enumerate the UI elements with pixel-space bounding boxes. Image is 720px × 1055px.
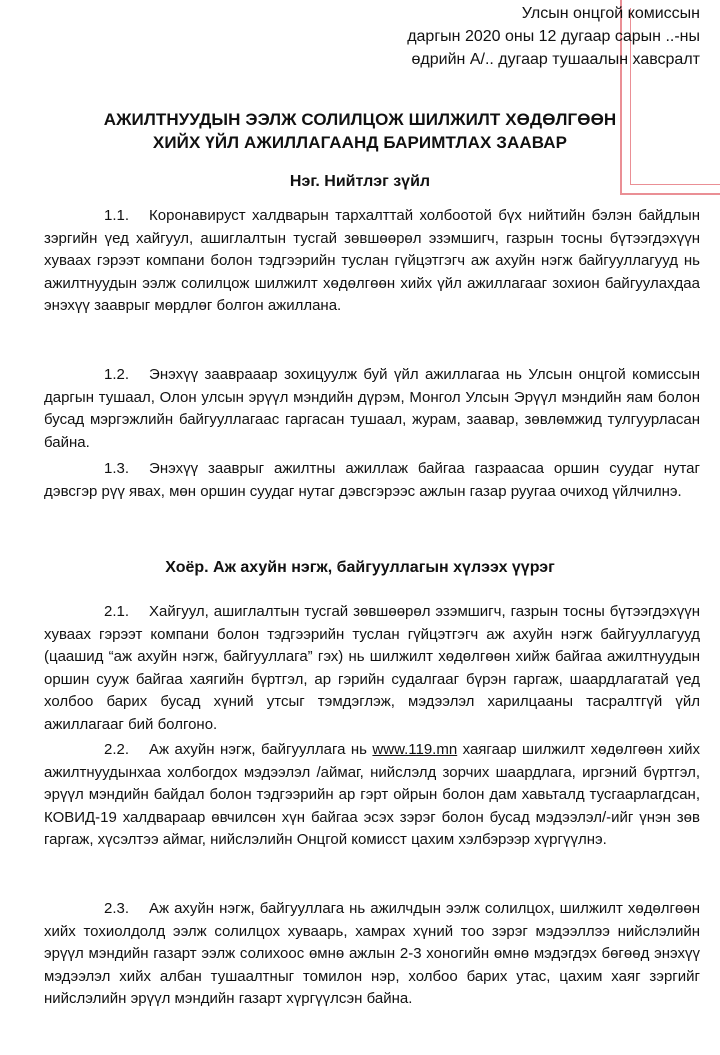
approval-note [280, 2, 700, 71]
paragraph-text: Аж ахуйн нэгж, байгууллага нь ажилчдын ээлж солилцох, шилжилт хөдөлгөөн хийх тохиолдолд ээлж солилцох хуваарь, хамрах хүний тоо зэрэг мэдээллээ нийслэлийн эрүүл мэндийн газарт ээлж солихоос өмнө ажлын 2-3 хоногийн өмнө мэдэгдэх бөгөөд энэхүү мэдээлэл хийх албан тушаалтныг томилон нэр, холбоо барих утас, цахим хаяг зэргийг нийслэлийн эрүүл мэндийн газарт хүргүүлсэн байна. [44, 900, 700, 1007]
paragraph-text-end: хаягаар шилжилт хөдөлгөөн хийх ажилтнуудынхаа холбогдох мэдээлэл /аймаг, нийслэлд зорчих шаардлага, иргэний бүртгэл, эрүүл мэндийн байдал болон тэдгээрийн ар гэрт ойрын болон дам хавьталд тусгаарлагдсан, КОВИД-19 халдвараар өвчилсөн хүн байгаа эсэх зэрэг болон бусад мэдээлэл/-ийг үнэн зөв гаргаж, хүсэлтээ аймаг, нийслэлийн Онцгой комисст цахим хэлбэрээр хүргүүлнэ. [44, 741, 700, 848]
paragraph-2-2 [44, 739, 700, 852]
paragraph-1-3 [44, 458, 700, 503]
approval-line-3: өдрийн А/.. дугаар тушаалын хавсралт [411, 51, 700, 68]
title-line-1: АЖИЛТНУУДЫН ЭЭЛЖ СОЛИЛЦОЖ ШИЛЖИЛТ ХӨДӨЛГӨӨН [103, 110, 617, 129]
paragraph-text: Энэхүү зааврыг ажилтны ажиллаж байгаа газраасаа оршин суудаг нутаг дэвсгэр рүү явах, мөн оршин суудаг нутаг дэвсгэрээс ажлын газар руугаа очиход үйлчилнэ. [44, 460, 700, 500]
approval-line-1: Улсын онцгой комиссын [521, 5, 700, 22]
paragraph-text: Хайгуул, ашиглалтын тусгай зөвшөөрөл эзэмшигч, газрын тосны бүтээгдэхүүн хуваах гэрээт компани болон тэдгээрийн туслан гүйцэтгэгч аж ахуйн нэгж байгууллагууд (цаашид “аж ахуйн нэгж, байгууллага” гэх) нь шилжилт хөдөлгөөн хийж байгаа ажилтнуудын оршин сууж байгаа хаягийн бүртгэл, ар гэрийн судалгааг бүрэн гаргаж, шаардлагатай үед холбоо барих бусад хүний утсыг тэмдэглэж, мэдээлэл харилцааны тасралтгүй үйл ажиллагааг бий болгоно. [44, 603, 700, 733]
website-link[interactable]: www.119.mn [372, 741, 458, 758]
paragraph-text-start: Аж ахуйн нэгж, байгууллага нь [149, 741, 373, 758]
approval-line-2: даргын 2020 оны 12 дугаар сарын ..-ны [407, 28, 700, 45]
document-title [40, 108, 680, 154]
paragraph-1-1 [44, 205, 700, 318]
section-1-heading: Нэг. Нийтлэг зүйл [289, 173, 431, 190]
paragraph-number: 1.1. [104, 207, 130, 224]
paragraph-number: 2.1. [104, 603, 130, 620]
paragraph-number: 2.2. [104, 741, 130, 758]
paragraph-number: 2.3. [104, 900, 130, 917]
paragraph-text: Коронавируст халдварын тархалттай холбоотой бүх нийтийн бэлэн байдлын зэргийн үед хайгуул, ашиглалтын тусгай зөвшөөрөл эзэмшигч, газрын тосны бүтээгдэхүүн хуваах гэрээт компани болон тэдгээрийн туслан гүйцэтгэгч аж ахуйн нэгж байгууллагууд нь ажилтнуудын ээлж солилцож шилжилт хөдөлгөөн хийх үйл ажиллагааг зохион байгуулахдаа энэхүү зааврыг мөрдлөг болгон ажиллана. [44, 207, 700, 314]
paragraph-number: 1.3. [104, 460, 130, 477]
title-line-2: ХИЙХ ҮЙЛ АЖИЛЛАГААНД БАРИМТЛАХ ЗААВАР [152, 133, 568, 152]
paragraph-2-1 [44, 601, 700, 736]
paragraph-number: 1.2. [104, 366, 130, 383]
section-2-heading: Хоёр. Аж ахуйн нэгж, байгууллагын хүлээх үүрэг [165, 559, 555, 576]
paragraph-1-2 [44, 364, 700, 454]
paragraph-text: Энэхүү зааврааар зохицуулж буй үйл ажиллагаа нь Улсын онцгой комиссын даргын тушаал, Олон улсын эрүүл мэндийн дүрэм, Монгол Улсын Эрүүл мэндийн яам болон бусад мэргэжлийн байгууллагаас гаргасан тушаал, журам, заавар, зөвлөмжид тулгуурласан байна. [44, 366, 700, 451]
paragraph-2-3 [44, 898, 700, 1011]
